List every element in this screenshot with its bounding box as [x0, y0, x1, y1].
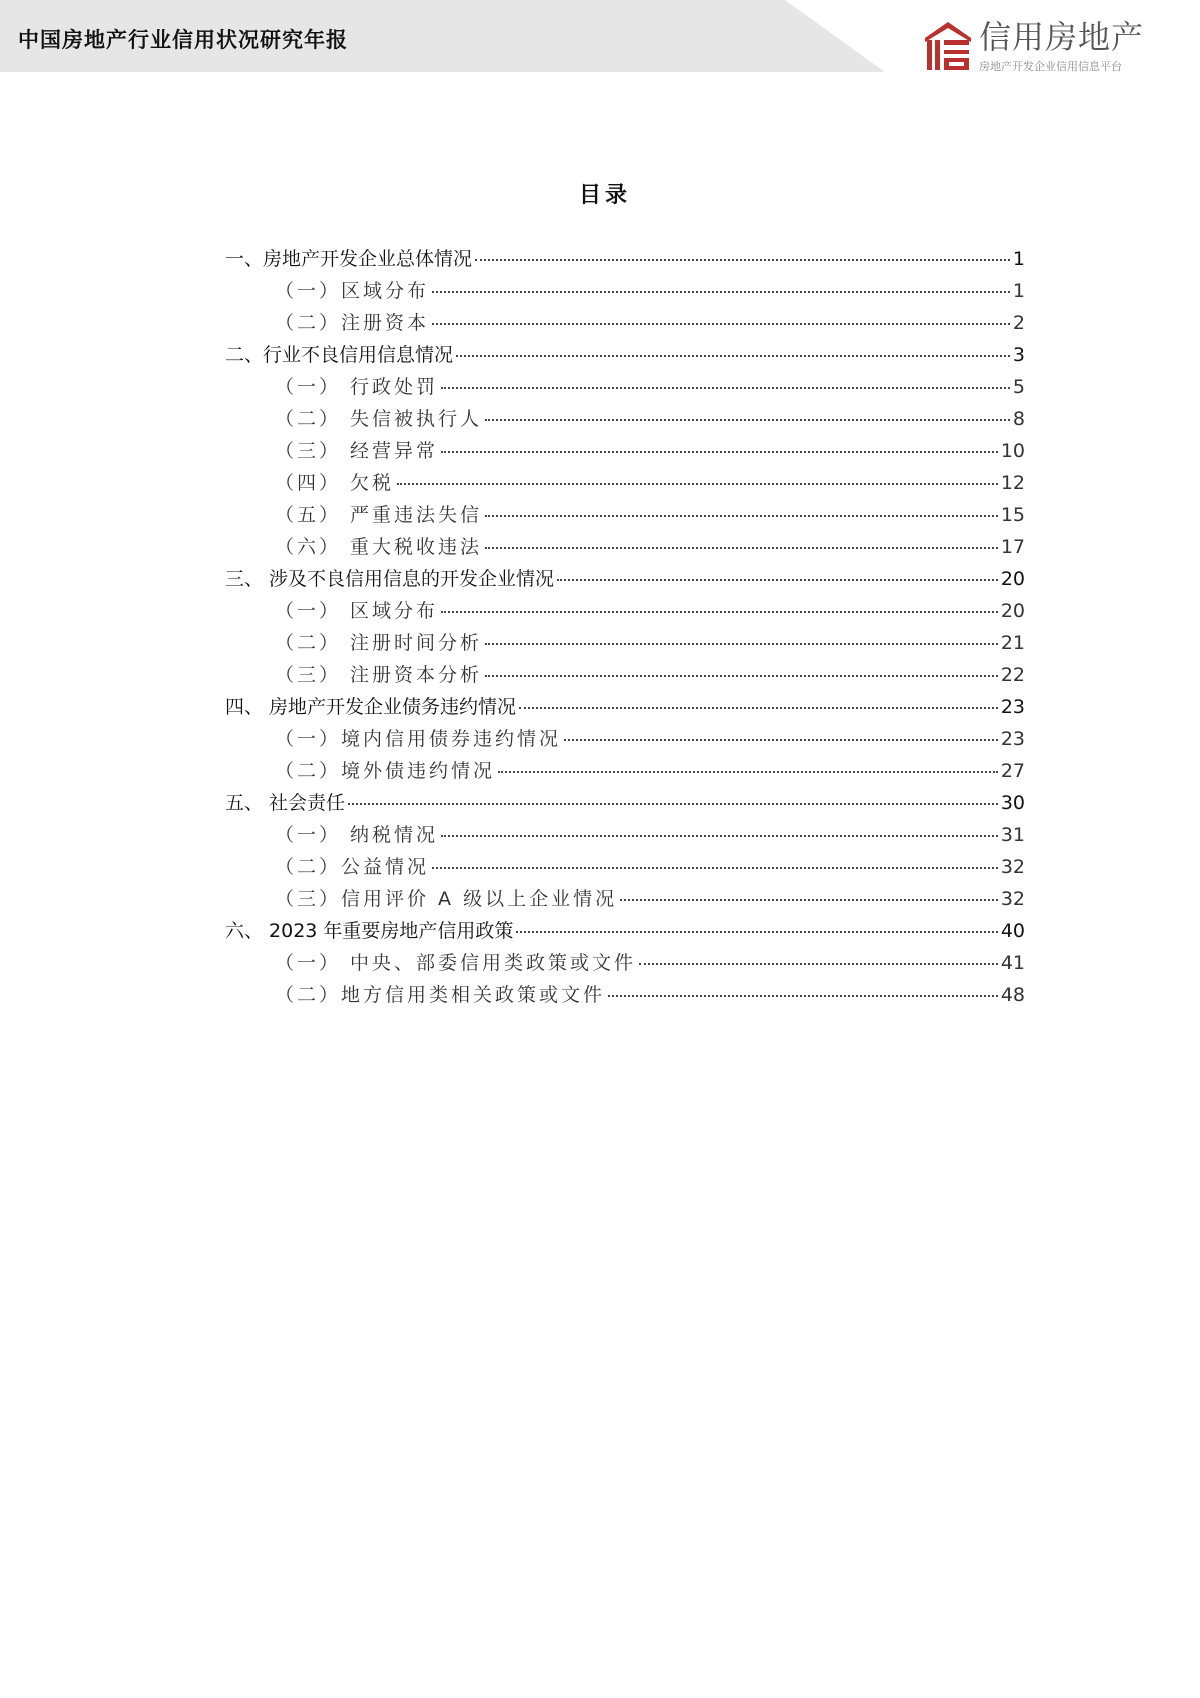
toc-entry[interactable]: [225, 692, 1025, 724]
toc-entry-label: （一）境内信用债券违约情况: [275, 728, 562, 750]
toc-entry[interactable]: [225, 340, 1025, 372]
toc-entry[interactable]: [225, 372, 1025, 404]
toc-entry-label: （二）地方信用类相关政策或文件: [275, 984, 606, 1006]
toc-entry[interactable]: [225, 276, 1025, 308]
toc-entry-page: 3: [1012, 344, 1025, 366]
dot-leader: [485, 675, 998, 677]
toc-entry[interactable]: [225, 596, 1025, 628]
dot-leader: [485, 419, 1010, 421]
toc-entry-label: （二）境外债违约情况: [275, 760, 496, 782]
toc-entry-label: （二） 注册时间分析: [275, 632, 483, 654]
toc-entry-page: 41: [1000, 952, 1025, 974]
toc-entry[interactable]: [225, 244, 1025, 276]
toc-entry-label: （四） 欠税: [275, 472, 395, 494]
toc-entry-label: （一） 行政处罚: [275, 376, 439, 398]
toc-entry-label: （一） 纳税情况: [275, 824, 439, 846]
logo-tagline: 房地产开发企业信用信息平台: [979, 60, 1122, 73]
toc-entry-label: （一） 中央、部委信用类政策或文件: [275, 952, 637, 974]
toc-entry[interactable]: [225, 756, 1025, 788]
toc-entry-page: 12: [1000, 472, 1025, 494]
toc-entry-page: 15: [1000, 504, 1025, 526]
toc-entry-page: 1: [1012, 248, 1025, 270]
toc-entry[interactable]: [225, 852, 1025, 884]
toc-entry[interactable]: [225, 724, 1025, 756]
toc-entry-page: 2: [1012, 312, 1025, 334]
document-title: 中国房地产行业信用状况研究年报: [18, 28, 348, 52]
dot-leader: [485, 515, 998, 517]
toc-entry[interactable]: [225, 308, 1025, 340]
toc-entry-label: 四、 房地产开发企业债务违约情况: [225, 696, 517, 718]
dot-leader: [557, 579, 998, 581]
toc-entry-label: （三） 注册资本分析: [275, 664, 483, 686]
toc-entry-page: 40: [1000, 920, 1025, 942]
toc-entry-page: 10: [1000, 440, 1025, 462]
dot-leader: [441, 387, 1010, 389]
dot-leader: [397, 483, 998, 485]
toc-entry-label: （二）公益情况: [275, 856, 430, 878]
toc-entry[interactable]: [225, 500, 1025, 532]
toc-entry-page: 48: [1000, 984, 1025, 1006]
dot-leader: [348, 803, 998, 805]
brand-logo: [925, 18, 1165, 74]
dot-leader: [485, 643, 998, 645]
logo-name: 信用房地产: [979, 18, 1145, 56]
toc-entry-label: 一、房地产开发企业总体情况: [225, 248, 473, 270]
dot-leader: [456, 355, 1010, 357]
dot-leader: [498, 771, 998, 773]
dot-leader: [475, 259, 1010, 261]
toc-entry[interactable]: [225, 788, 1025, 820]
dot-leader: [432, 323, 1010, 325]
toc-entry[interactable]: [225, 628, 1025, 660]
table-of-contents: [225, 244, 1025, 1012]
toc-entry-page: 5: [1012, 376, 1025, 398]
toc-entry-page: 23: [1000, 728, 1025, 750]
dot-leader: [519, 707, 998, 709]
toc-entry-label: 五、 社会责任: [225, 792, 346, 814]
toc-entry[interactable]: [225, 916, 1025, 948]
toc-entry-page: 17: [1000, 536, 1025, 558]
toc-entry-label: （二） 失信被执行人: [275, 408, 483, 430]
toc-entry-label: （三） 经营异常: [275, 440, 439, 462]
toc-entry[interactable]: [225, 532, 1025, 564]
dot-leader: [432, 291, 1010, 293]
toc-entry[interactable]: [225, 436, 1025, 468]
toc-title: 目录: [578, 183, 631, 208]
toc-entry-page: 1: [1012, 280, 1025, 302]
toc-entry-label: （一）区域分布: [275, 280, 430, 302]
toc-entry-label: 二、行业不良信用信息情况: [225, 344, 454, 366]
dot-leader: [441, 835, 998, 837]
toc-entry-label: （一） 区域分布: [275, 600, 439, 622]
dot-leader: [441, 611, 998, 613]
toc-entry-page: 22: [1000, 664, 1025, 686]
toc-entry[interactable]: [225, 884, 1025, 916]
toc-entry-label: （三）信用评价 A 级以上企业情况: [275, 888, 618, 910]
toc-entry-page: 31: [1000, 824, 1025, 846]
toc-entry[interactable]: [225, 820, 1025, 852]
toc-entry-label: （六） 重大税收违法: [275, 536, 483, 558]
toc-entry[interactable]: [225, 404, 1025, 436]
toc-entry-page: 27: [1000, 760, 1025, 782]
dot-leader: [564, 739, 998, 741]
toc-entry-page: 8: [1012, 408, 1025, 430]
toc-entry[interactable]: [225, 660, 1025, 692]
toc-entry-page: 21: [1000, 632, 1025, 654]
toc-entry-page: 32: [1000, 856, 1025, 878]
dot-leader: [608, 995, 998, 997]
toc-entry-page: 20: [1000, 600, 1025, 622]
toc-entry[interactable]: [225, 468, 1025, 500]
toc-entry-page: 30: [1000, 792, 1025, 814]
toc-entry-label: 三、 涉及不良信用信息的开发企业情况: [225, 568, 555, 590]
dot-leader: [620, 899, 998, 901]
toc-entry[interactable]: [225, 980, 1025, 1012]
dot-leader: [485, 547, 998, 549]
dot-leader: [516, 931, 997, 933]
toc-entry-label: （五） 严重违法失信: [275, 504, 483, 526]
dot-leader: [432, 867, 998, 869]
toc-entry-label: 六、 2023 年重要房地产信用政策: [225, 920, 514, 942]
dot-leader: [441, 451, 998, 453]
dot-leader: [639, 963, 998, 965]
toc-entry[interactable]: [225, 564, 1025, 596]
house-logo-icon: [925, 20, 971, 70]
toc-entry-page: 20: [1000, 568, 1025, 590]
toc-entry-page: 32: [1000, 888, 1025, 910]
toc-entry[interactable]: [225, 948, 1025, 980]
toc-entry-page: 23: [1000, 696, 1025, 718]
toc-entry-label: （二）注册资本: [275, 312, 430, 334]
